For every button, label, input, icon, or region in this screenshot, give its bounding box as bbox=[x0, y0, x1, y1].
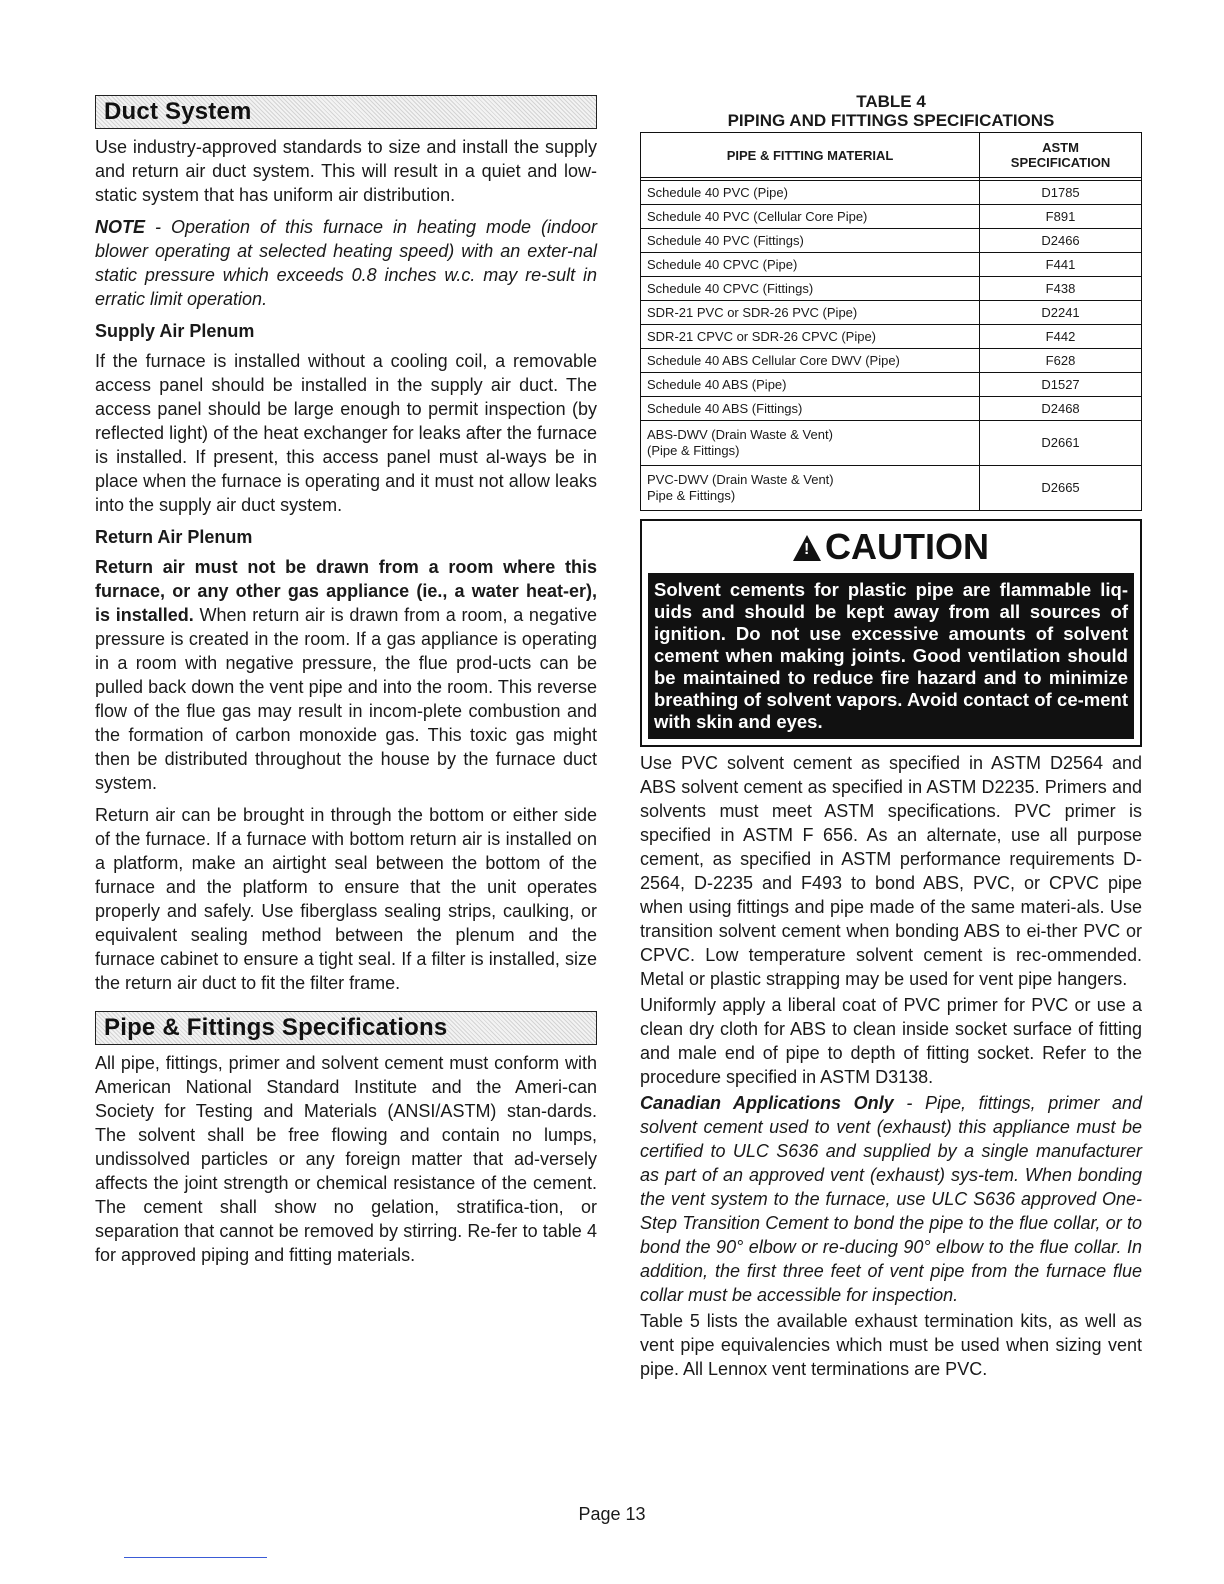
left-column bbox=[95, 95, 597, 1275]
table-row bbox=[641, 349, 1142, 373]
spec-cell: F891 bbox=[980, 205, 1142, 229]
caution-box bbox=[640, 519, 1142, 747]
return-paragraph-2: Return air can be brought in through the bottom or either side of the furnace. If a furnace with bottom return air is installed on a platform, make an airtight seal between the bottom of the furnace and the platform to ensure that the unit operates properly and safely. Use fiberglass sealing strips, caulking, or equivalent sealing method between the plenum and the furnace cabinet to ensure a tight seal. If a filter is installed, size the return air duct to fit the filter frame. bbox=[95, 805, 597, 993]
pipe-paragraph: All pipe, fittings, primer and solvent cement must conform with American National Standard Institute and the Ameri-can Society for Testing and Materials (ANSI/ASTM) stan-dards. The solvent shall be free flowing and contain no lumps, undissolved particles or any foreign matter that ad-versely affects the joint strength or chemical resistance of the cement. The cement shall show no gelation, stratifica-tion, or separation that cannot be removed by stirring. Re-fer to table 4 for approved piping and fitting materials. bbox=[95, 1053, 597, 1265]
spec-cell: D2468 bbox=[980, 397, 1142, 421]
table-row bbox=[641, 253, 1142, 277]
spec-cell: D1785 bbox=[980, 181, 1142, 205]
spec-cell: D2661 bbox=[980, 421, 1142, 466]
page-number: Page 13 bbox=[578, 1504, 646, 1524]
spec-cell: F441 bbox=[980, 253, 1142, 277]
spec-cell: D2241 bbox=[980, 301, 1142, 325]
spec-cell: F442 bbox=[980, 325, 1142, 349]
material-cell: ABS-DWV (Drain Waste & Vent) (Pipe & Fittings) bbox=[641, 421, 980, 466]
material-cell: Schedule 40 CPVC (Pipe) bbox=[641, 253, 980, 277]
pipe-fittings-heading: Pipe & Fittings Specifications bbox=[95, 1011, 597, 1045]
return-air-plenum-heading: Return Air Plenum bbox=[95, 527, 253, 547]
return-paragraph-1 bbox=[95, 555, 597, 795]
piping-specifications-table bbox=[640, 132, 1142, 511]
table-row bbox=[641, 325, 1142, 349]
primer-paragraph: Uniformly apply a liberal coat of PVC primer for PVC or use a clean dry cloth for ABS to clean inside socket surface of fitting and male end of pipe to depth of fitting socket. Refer to the procedure specified in ASTM D3138. bbox=[640, 995, 1142, 1087]
note-paragraph bbox=[95, 215, 597, 311]
material-cell: Schedule 40 PVC (Pipe) bbox=[641, 181, 980, 205]
material-cell: SDR-21 PVC or SDR-26 PVC (Pipe) bbox=[641, 301, 980, 325]
col-material-header: PIPE & FITTING MATERIAL bbox=[641, 133, 980, 178]
spec-cell: F438 bbox=[980, 277, 1142, 301]
warning-triangle-icon bbox=[793, 535, 821, 561]
duct-system-heading: Duct System bbox=[95, 95, 597, 129]
canadian-label: Canadian Applications Only bbox=[640, 1093, 894, 1113]
table5-paragraph: Table 5 lists the available exhaust termination kits, as well as vent pipe equivalencies which must be used when sizing vent pipe. All Lennox vent terminations are PVC. bbox=[640, 1311, 1142, 1379]
table-title: PIPING AND FITTINGS SPECIFICATIONS bbox=[727, 111, 1055, 130]
spec-cell: D2466 bbox=[980, 229, 1142, 253]
return-warning-bold: Return air must not be drawn from a room where this furnace, or any other gas appliance (ie., a water heat-er), is installed. bbox=[95, 557, 597, 625]
table-row bbox=[641, 373, 1142, 397]
material-cell: PVC-DWV (Drain Waste & Vent) Pipe & Fittings) bbox=[641, 466, 980, 511]
caution-text: Solvent cements for plastic pipe are flammable liq-uids and should be kept away from all sources of ignition. Do not use excessive amounts of solvent cement when making joints. Good ventilation should be maintained to reduce fire hazard and to minimize breathing of solvent vapors. Avoid contact of ce-ment with skin and eyes. bbox=[648, 573, 1134, 739]
material-cell: Schedule 40 PVC (Fittings) bbox=[641, 229, 980, 253]
note-text: - Operation of this furnace in heating mode (indoor blower operating at selected heating speed) with an exter-nal static pressure which exceeds 0.8 inches w.c. may re-sult in erratic limit operation. bbox=[95, 217, 597, 309]
caution-heading: !CAUTION bbox=[648, 521, 1134, 573]
right-column bbox=[640, 92, 1142, 1389]
table-row bbox=[641, 397, 1142, 421]
table-row bbox=[641, 421, 1142, 466]
solvent-paragraph: Use PVC solvent cement as specified in ASTM D2564 and ABS solvent cement as specified in ASTM D2235. Primers and solvents must meet ASTM specifications. PVC primer is specified in ASTM F 656. As an alternate, use all purpose cement, as specified in ASTM performance requirements D-2564, D-2235 and F493 to bond ABS, PVC, or CPVC pipe when using fittings and pipe made of the same materi-als. Use transition solvent cement when bonding ABS to ei-ther PVC or CPVC. Low temperature solvent cement is rec-ommended. Metal or plastic strapping may be used for vent pipe hangers. bbox=[640, 753, 1142, 989]
table-number: TABLE 4 bbox=[856, 92, 926, 111]
table-row bbox=[641, 277, 1142, 301]
note-label: NOTE bbox=[95, 217, 146, 237]
canadian-text: - Pipe, fittings, primer and solvent cement used to vent (exhaust) this appliance must be certified to ULC S636 and supplied by a single manufacturer as part of an approved vent (exhaust) sys-tem. When bonding the vent system to the furnace, use ULC S636 approved One-Step Transition Cement to bond the pipe to the flue collar, or to bond the 90° elbow or re-ducing 90° elbow to the flue collar. In addition, the first three feet of vent pipe from the furnace flue collar must be accessible for inspection. bbox=[640, 1093, 1142, 1305]
material-cell: Schedule 40 CPVC (Fittings) bbox=[641, 277, 980, 301]
table-row bbox=[641, 181, 1142, 205]
material-cell: Schedule 40 ABS Cellular Core DWV (Pipe) bbox=[641, 349, 980, 373]
spec-cell: D2665 bbox=[980, 466, 1142, 511]
return-paragraph-1-text: When return air is drawn from a room, a negative pressure is created in the room. If a gas appliance is operating in a room with negative pressure, the flue prod-ucts can be pulled back down the vent pipe and into the room. This reverse flow of the flue gas may result in incom-plete combustion and the formation of carbon monoxide gas. This toxic gas might then be distributed throughout the house by the furnace duct system. bbox=[95, 605, 597, 793]
table-row bbox=[641, 229, 1142, 253]
table-row bbox=[641, 466, 1142, 511]
duct-intro-paragraph: Use industry-approved standards to size and install the supply and return air duct system. This will result in a quiet and low-static system that has uniform air distribution. bbox=[95, 137, 597, 205]
footer-rule bbox=[124, 1557, 267, 1558]
table-row bbox=[641, 301, 1142, 325]
col-astm-header: ASTM SPECIFICATION bbox=[980, 133, 1142, 178]
supply-paragraph: If the furnace is installed without a cooling coil, a removable access panel should be installed in the supply air duct. The access panel should be large enough to permit inspection (by reflected light) of the heat exchanger for leaks after the furnace is installed. If present, this access panel must al-ways be in place when the furnace is operating and it must not allow leaks into the supply air duct system. bbox=[95, 351, 597, 515]
table-row bbox=[641, 205, 1142, 229]
spec-cell: F628 bbox=[980, 349, 1142, 373]
spec-cell: D1527 bbox=[980, 373, 1142, 397]
material-cell: Schedule 40 PVC (Cellular Core Pipe) bbox=[641, 205, 980, 229]
material-cell: Schedule 40 ABS (Pipe) bbox=[641, 373, 980, 397]
material-cell: SDR-21 CPVC or SDR-26 CPVC (Pipe) bbox=[641, 325, 980, 349]
canadian-paragraph bbox=[640, 1091, 1142, 1307]
table-header-row bbox=[641, 133, 1142, 178]
supply-air-plenum-heading: Supply Air Plenum bbox=[95, 321, 255, 341]
material-cell: Schedule 40 ABS (Fittings) bbox=[641, 397, 980, 421]
